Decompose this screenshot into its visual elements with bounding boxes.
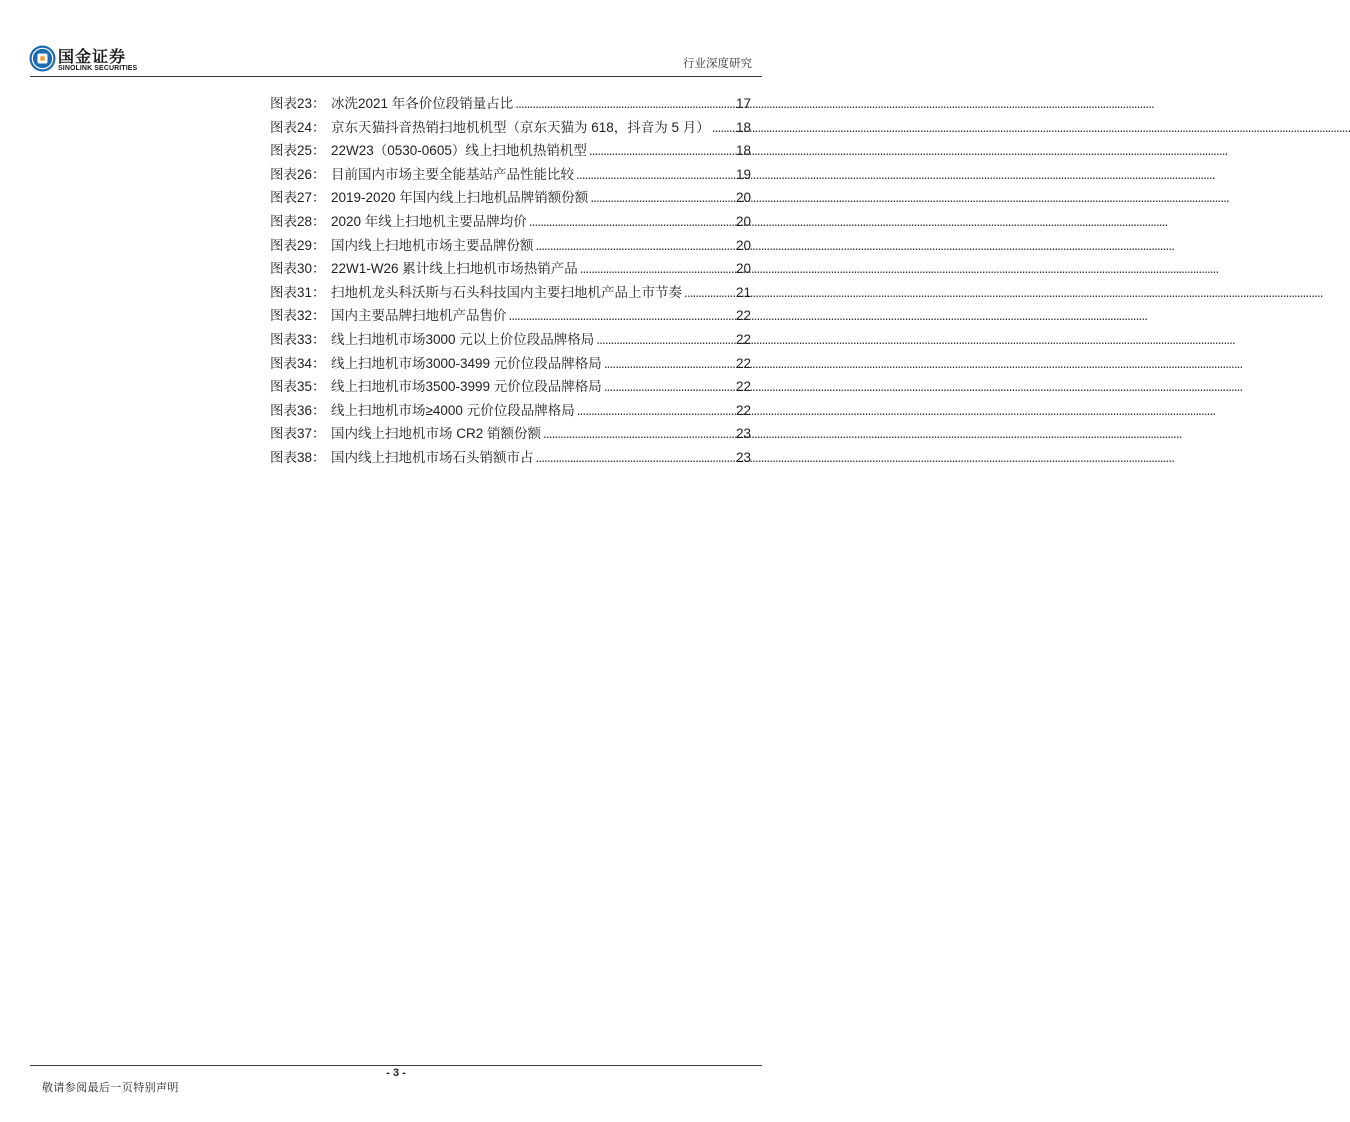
disclaimer-note: 敬请参阅最后一页特别声明 <box>42 1081 179 1094</box>
toc-entry-label: 图表30： <box>270 261 326 277</box>
toc-entry-page: 18 <box>735 143 751 159</box>
toc-entry-title: 22W1-W26 累计线上扫地机市场热销产品 <box>331 261 578 277</box>
toc-entry-page: 23 <box>735 449 751 465</box>
toc-entry[interactable] <box>270 116 751 140</box>
toc-entry-label: 图表35： <box>270 379 326 395</box>
toc-entry-page: 22 <box>735 379 751 395</box>
toc-entry[interactable] <box>270 422 751 446</box>
toc-entry-page: 20 <box>735 261 751 277</box>
toc-entry-title: 线上扫地机市场3000 元以上价位段品牌格局 <box>331 331 595 347</box>
toc-entry-label: 图表32： <box>270 308 326 324</box>
dot-leader <box>588 186 736 210</box>
dot-leader <box>507 304 736 328</box>
toc-entry[interactable] <box>270 446 751 470</box>
toc-entry-page: 22 <box>735 355 751 371</box>
figure-list <box>270 92 751 470</box>
toc-entry-page: 22 <box>735 331 751 347</box>
dot-leader <box>534 446 736 470</box>
toc-entry-label: 图表31： <box>270 284 326 300</box>
toc-entry-title: 线上扫地机市场3500-3999 元价位段品牌格局 <box>331 379 602 395</box>
toc-entry-title: 2020 年线上扫地机主要品牌均价 <box>331 213 527 229</box>
toc-entry-label: 图表24： <box>270 119 326 135</box>
toc-entry-label: 图表38： <box>270 449 326 465</box>
toc-entry-title: 线上扫地机市场3000-3499 元价位段品牌格局 <box>331 355 602 371</box>
toc-entry[interactable] <box>270 328 751 352</box>
dot-leader <box>594 328 736 352</box>
dot-leader <box>575 399 736 423</box>
dot-leader <box>602 375 736 399</box>
dot-leader <box>587 139 736 163</box>
toc-entry-title: 22W23（0530-0605）线上扫地机热销机型 <box>331 143 587 159</box>
toc-entry-page: 18 <box>735 119 751 135</box>
toc-entry[interactable] <box>270 139 751 163</box>
toc-entry-title: 线上扫地机市场≥4000 元价位段品牌格局 <box>331 402 575 418</box>
toc-entry[interactable] <box>270 92 751 116</box>
toc-entry-title: 京东天猫抖音热销扫地机机型（京东天猫为 618，抖音为 5 月） <box>331 119 710 135</box>
toc-entry[interactable] <box>270 375 751 399</box>
dot-leader <box>574 163 736 187</box>
toc-entry-label: 图表23： <box>270 96 326 111</box>
dot-leader <box>682 281 736 305</box>
header-divider <box>30 76 762 77</box>
toc-entry-page: 22 <box>735 402 751 418</box>
dot-leader <box>513 92 736 116</box>
toc-entry-page: 23 <box>735 426 751 442</box>
toc-entry-label: 图表33： <box>270 331 326 347</box>
toc-entry-title: 目前国内市场主要全能基站产品性能比较 <box>331 166 574 182</box>
toc-entry-page: 20 <box>735 190 751 206</box>
toc-entry[interactable] <box>270 257 751 281</box>
toc-entry-label: 图表27： <box>270 190 326 206</box>
toc-entry-page: 17 <box>735 96 751 111</box>
toc-entry-label: 图表26： <box>270 166 326 182</box>
report-category: 行业深度研究 <box>683 56 752 70</box>
toc-entry-page: 22 <box>735 308 751 324</box>
dot-leader <box>534 234 736 258</box>
toc-entry-title: 国内线上扫地机市场石头销额市占 <box>331 449 534 465</box>
sinolink-logo-icon <box>29 45 56 72</box>
toc-entry[interactable] <box>270 281 751 305</box>
toc-entry-label: 图表29： <box>270 237 326 253</box>
toc-entry-title: 国内线上扫地机市场 CR2 销额份额 <box>331 426 542 442</box>
toc-entry[interactable] <box>270 163 751 187</box>
company-logo <box>28 44 148 74</box>
toc-entry-page: 20 <box>735 237 751 253</box>
dot-leader <box>541 422 736 446</box>
toc-entry[interactable] <box>270 234 751 258</box>
logo-name-cn: 国金证券 <box>58 47 127 66</box>
toc-entry-label: 图表28： <box>270 213 326 229</box>
toc-entry-label: 图表34： <box>270 355 326 371</box>
dot-leader <box>602 352 736 376</box>
toc-entry-title: 国内主要品牌扫地机产品售价 <box>331 308 507 324</box>
toc-entry[interactable] <box>270 399 751 423</box>
toc-entry-title: 2019-2020 年国内线上扫地机品牌销额份额 <box>331 190 589 206</box>
toc-entry[interactable] <box>270 304 751 328</box>
toc-entry-label: 图表36： <box>270 402 326 418</box>
toc-entry[interactable] <box>270 352 751 376</box>
logo-name-en: SINOLINK SECURITIES <box>58 65 138 72</box>
toc-entry-title: 冰洗2021 年各价位段销量占比 <box>331 96 514 111</box>
toc-entry-page: 19 <box>735 166 751 182</box>
dot-leader <box>710 116 736 140</box>
toc-entry-page: 20 <box>735 213 751 229</box>
toc-entry[interactable] <box>270 210 751 234</box>
toc-entry-title: 国内线上扫地机市场主要品牌份额 <box>331 237 534 253</box>
toc-entry-page: 21 <box>735 284 751 300</box>
toc-entry-label: 图表25： <box>270 143 326 159</box>
toc-entry[interactable] <box>270 186 751 210</box>
toc-entry-label: 图表37： <box>270 426 326 442</box>
toc-entry-title: 扫地机龙头科沃斯与石头科技国内主要扫地机产品上市节奏 <box>331 284 682 300</box>
page-number: - 3 - <box>386 1067 406 1079</box>
dot-leader <box>527 210 736 234</box>
dot-leader <box>578 257 736 281</box>
